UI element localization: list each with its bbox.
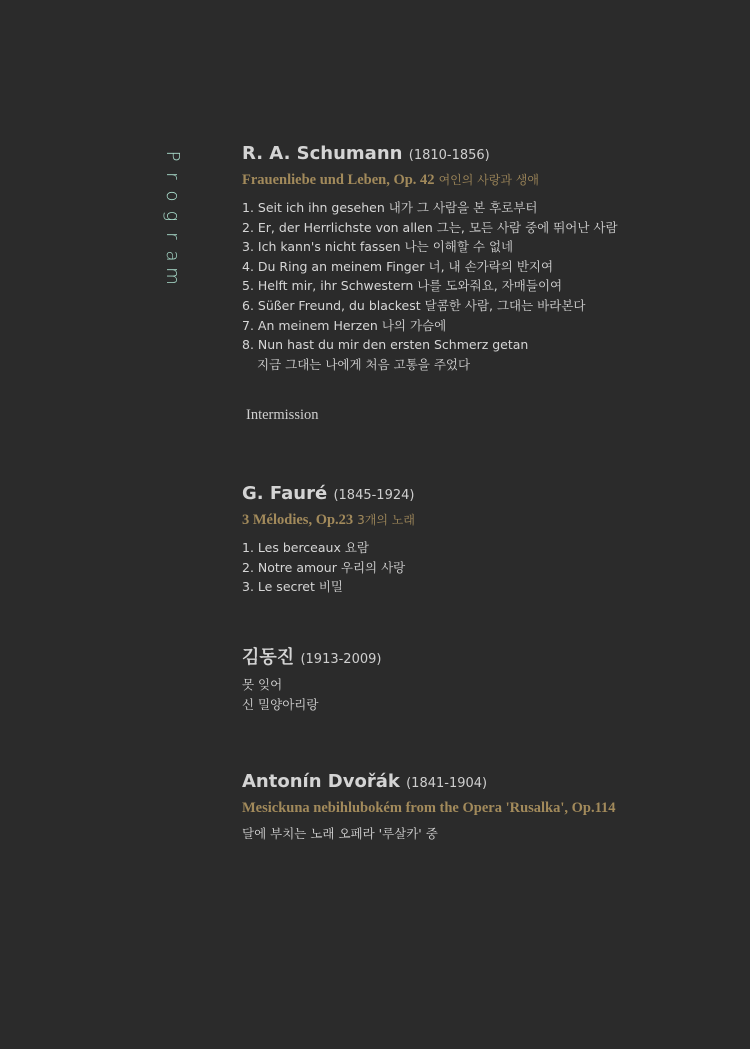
schumann-section (242, 143, 618, 374)
song-title-korean-continued: 지금 그대는 나에게 처음 고통을 주었다 (257, 356, 471, 372)
song-item (242, 538, 415, 558)
composer-heading (242, 483, 415, 507)
composer-name: R. A. Schumann (242, 143, 403, 164)
song-item (242, 335, 618, 355)
kim-section (242, 647, 381, 714)
program-letter: r (162, 172, 183, 180)
song-title: 4. Du Ring an meinem Finger (242, 258, 425, 274)
song-item (242, 296, 618, 316)
program-letter: m (162, 267, 183, 285)
composer-heading (242, 771, 616, 795)
composer-years: (1845-1924) (333, 488, 415, 503)
song-item: 못 잊어 (242, 677, 283, 692)
intermission-label: Intermission (246, 407, 319, 423)
song-title: 7. An meinem Herzen (242, 317, 378, 333)
program-letter: o (162, 190, 183, 202)
work-title-original: 3 Mélodies, Op.23 (242, 512, 354, 528)
work-title-original: Frauenliebe und Leben, Op. 42 (242, 172, 435, 188)
song-title-korean: 달콤한 사람, 그대는 바라본다 (424, 297, 586, 313)
program-letter: g (162, 210, 183, 222)
song-item (242, 198, 618, 218)
song-item (242, 276, 618, 296)
song-title: 6. Süßer Freund, du blackest (242, 297, 421, 313)
song-list (242, 198, 618, 374)
faure-section (242, 483, 415, 597)
song-title: 2. Er, der Herrlichste von allen (242, 219, 433, 235)
composer-name: G. Fauré (242, 483, 328, 504)
song-title-korean: 그는, 모든 사람 중에 뛰어난 사람 (436, 219, 618, 235)
song-list (242, 538, 415, 597)
composer-years: (1913-2009) (300, 652, 382, 667)
composer-name: 김동진 (242, 647, 295, 668)
program-letter: P (162, 150, 183, 162)
song-title: 1. Les berceaux (242, 540, 341, 555)
song-list (242, 675, 381, 714)
composer-name: Antonín Dvořák (242, 771, 400, 792)
song-item (242, 218, 618, 238)
song-title: 5. Helft mir, ihr Schwestern (242, 278, 414, 294)
song-title-korean: 비밀 (318, 579, 343, 595)
song-title: 3. Ich kann's nicht fassen (242, 239, 401, 255)
song-item (242, 577, 415, 597)
song-title-korean: 우리의 사랑 (340, 559, 406, 575)
song-title-korean: 나의 가슴에 (381, 317, 447, 333)
song-title-korean: 너, 내 손가락의 반지여 (428, 258, 554, 274)
program-letter: r (162, 232, 183, 240)
program-vertical-title (162, 146, 182, 286)
work-title (242, 799, 616, 817)
work-title-korean: 3개의 노래 (357, 513, 415, 527)
song-item (242, 237, 618, 257)
song-item: 신 밀양아리랑 (242, 696, 319, 712)
song-title: 1. Seit ich ihn gesehen (242, 200, 385, 215)
song-item: 달에 부치는 노래 오페라 '루살카' 중 (242, 826, 438, 841)
song-item (242, 257, 618, 277)
song-title: 8. Nun hast du mir den ersten Schmerz getan (242, 337, 529, 353)
work-title (242, 511, 415, 529)
work-title (242, 171, 618, 189)
work-title-original: Mesickuna nebihlubokém from the Opera 'Rusalka', Op.114 (242, 800, 616, 816)
dvorak-section (242, 771, 616, 844)
composer-heading (242, 143, 618, 167)
work-title-korean: 여인의 사랑과 생애 (438, 173, 539, 187)
program-letter: a (162, 250, 183, 262)
composer-years: (1841-1904) (406, 776, 488, 791)
song-title-korean: 내가 그 사람을 본 후로부터 (388, 200, 538, 215)
song-title: 2. Notre amour (242, 559, 337, 575)
song-title-korean: 나를 도와줘요, 자매들이여 (417, 278, 563, 294)
song-title-korean: 나는 이해할 수 없네 (404, 239, 514, 255)
song-list (242, 824, 616, 844)
song-item (242, 558, 415, 578)
song-item (242, 316, 618, 336)
song-title-korean: 요람 (344, 540, 370, 555)
song-title: 3. Le secret (242, 579, 315, 595)
composer-heading (242, 647, 381, 671)
composer-years: (1810-1856) (408, 148, 490, 163)
